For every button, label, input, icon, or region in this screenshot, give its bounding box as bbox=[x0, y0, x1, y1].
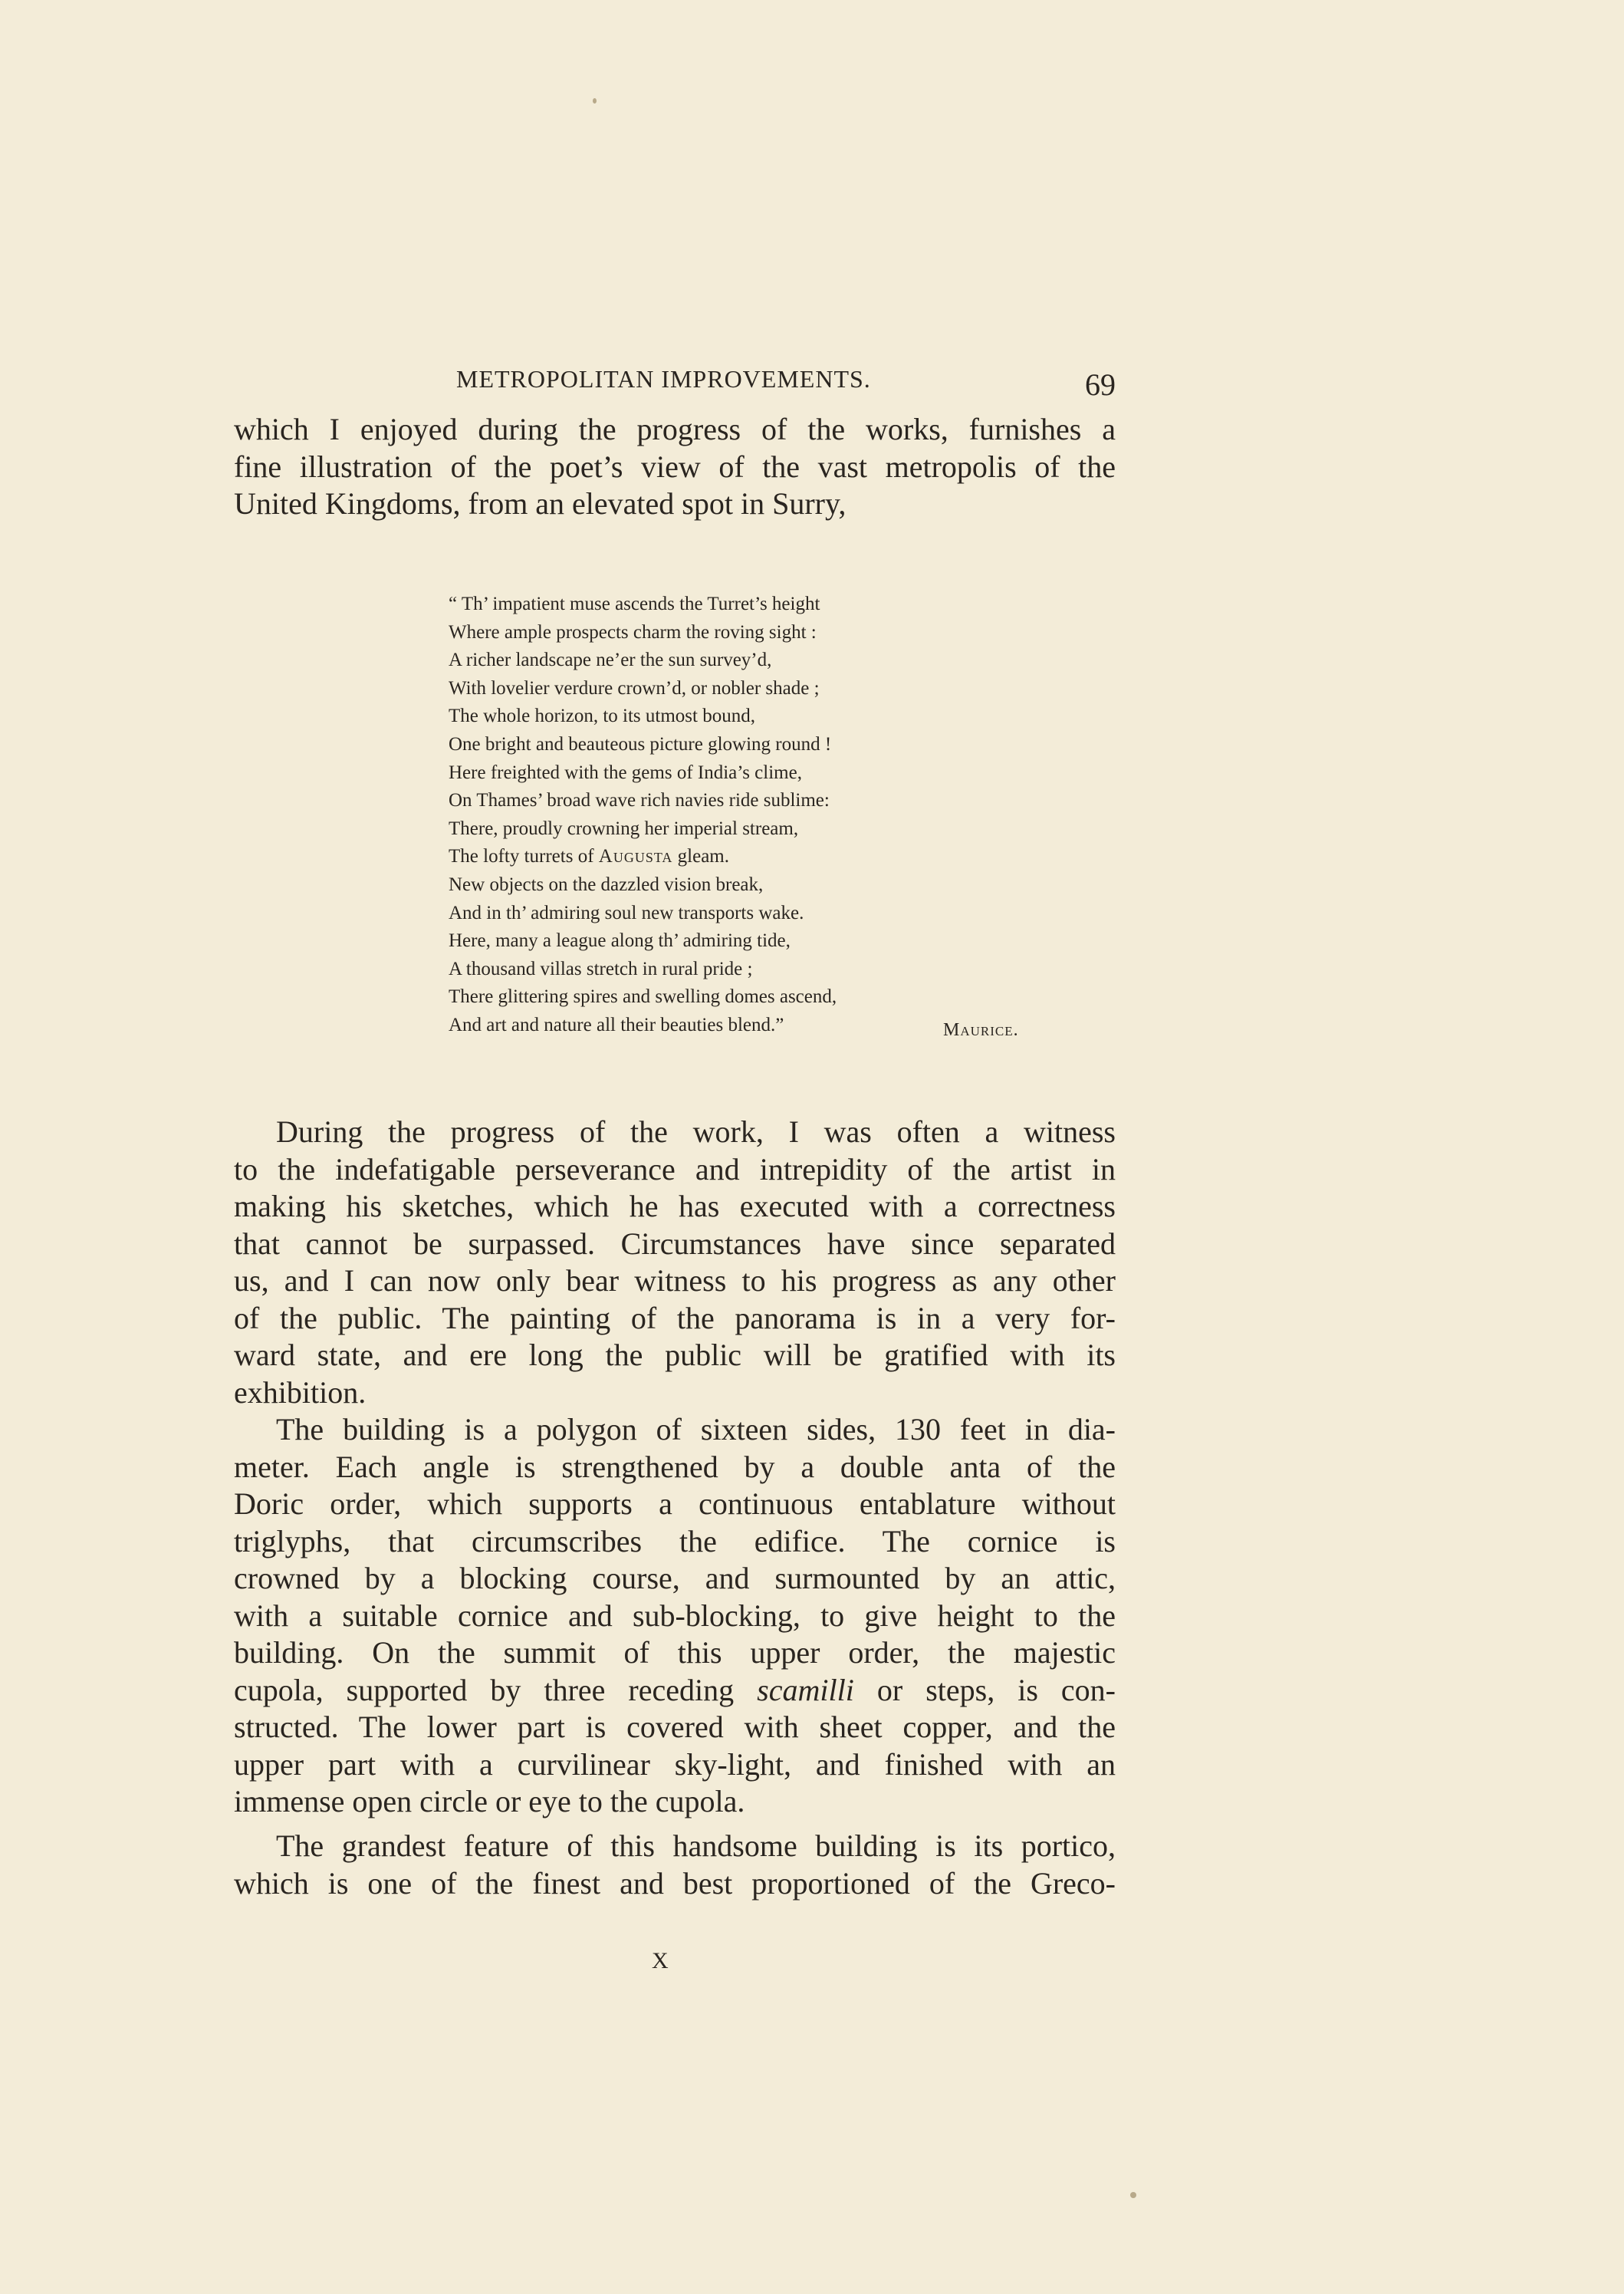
paragraph-line-end: or steps, is con- bbox=[853, 1672, 1116, 1707]
paragraph-line: crowned by a blocking course, and surmounted by an attic, bbox=[234, 1561, 1116, 1595]
intro-line: fine illustration of the poet’s view of the vast metropolis of the bbox=[234, 449, 1116, 484]
poem-verse: One bright and beauteous picture glowing round ! bbox=[449, 733, 832, 755]
paragraph-line-start: cupola, supported by three receding bbox=[234, 1672, 758, 1707]
poem-verse: On Thames’ broad wave rich navies ride sublime: bbox=[449, 790, 830, 811]
poem-verse: There glittering spires and swelling domes ascend, bbox=[449, 986, 837, 1008]
intro-line: United Kingdoms, from an elevated spot in Surry, bbox=[234, 486, 847, 521]
paragraph-line: The grandest feature of this handsome building is its portico, bbox=[276, 1828, 1116, 1863]
paragraph-line: meter. Each angle is strengthened by a double anta of the bbox=[234, 1449, 1116, 1484]
paragraph-progress bbox=[234, 1114, 1116, 1411]
poem-verse: And art and nature all their beauties blend.” bbox=[449, 1014, 784, 1035]
page-number: 69 bbox=[1085, 367, 1116, 402]
paragraph-line: ward state, and ere long the public will be gratified with its bbox=[234, 1338, 1116, 1372]
poem-verse: “ Th’ impatient muse ascends the Turret’s height bbox=[449, 594, 820, 614]
paragraph-line: exhibition. bbox=[234, 1374, 367, 1410]
poem-verse: There, proudly crowning her imperial stream, bbox=[449, 818, 799, 839]
poem-verse: Here freighted with the gems of India’s clime, bbox=[449, 762, 802, 783]
poem-attribution: Maurice. bbox=[943, 1020, 1019, 1040]
paper-speck bbox=[1130, 2192, 1136, 2198]
paragraph-line: structed. The lower part is covered with sheet copper, and the bbox=[234, 1710, 1116, 1744]
augusta-small-caps: Augusta bbox=[598, 846, 673, 867]
poem-verse: Where ample prospects charm the roving sight : bbox=[449, 621, 817, 643]
paper-speck bbox=[593, 98, 597, 104]
intro-line: which I enjoyed during the progress of the works, furnishes a bbox=[234, 412, 1116, 446]
poem-verse: A thousand villas stretch in rural pride ; bbox=[449, 958, 753, 979]
poem-verse: With lovelier verdure crown’d, or nobler shade ; bbox=[449, 677, 820, 699]
poem-verse: Here, many a league along th’ admiring tide, bbox=[449, 930, 791, 952]
poem-verse-augusta bbox=[449, 843, 939, 871]
intro-paragraph bbox=[234, 411, 1116, 523]
paragraph-line: immense open circle or eye to the cupola. bbox=[234, 1784, 745, 1818]
scamilli-italic: scamilli bbox=[757, 1672, 854, 1707]
poem-verse: And in th’ admiring soul new transports wake. bbox=[449, 902, 804, 923]
paragraph-line: making his sketches, which he has executed with a correctness bbox=[234, 1189, 1116, 1223]
poem-verse: New objects on the dazzled vision break, bbox=[449, 874, 764, 895]
paragraph-line: of the public. The painting of the panorama is in a very for- bbox=[234, 1300, 1116, 1335]
paragraph-line: triglyphs, that circumscribes the edifice. The cornice is bbox=[234, 1523, 1116, 1558]
paragraph-line: Doric order, which supports a continuous entablature without bbox=[234, 1486, 1116, 1521]
paragraph-line: which is one of the finest and best proportioned of the Greco- bbox=[234, 1865, 1116, 1901]
paragraph-line: that cannot be surpassed. Circumstances have since separated bbox=[234, 1226, 1116, 1261]
poem-verse: A richer landscape ne’er the sun survey’d, bbox=[449, 650, 772, 671]
poem-quotation bbox=[449, 591, 939, 1040]
running-head: METROPOLITAN IMPROVEMENTS. bbox=[456, 365, 871, 393]
paragraph-line-scamilli bbox=[234, 1672, 1116, 1710]
poem-verse-start: The lofty turrets of bbox=[449, 846, 599, 867]
paragraph-building bbox=[234, 1411, 1116, 1821]
signature-mark: X bbox=[652, 1948, 669, 1973]
paragraph-line: us, and I can now only bear witness to his progress as any other bbox=[234, 1263, 1116, 1298]
paragraph-line: During the progress of the work, I was often a witness bbox=[276, 1114, 1116, 1149]
poem-verse-end: gleam. bbox=[672, 846, 729, 867]
paragraph-line: to the indefatigable perseverance and intrepidity of the artist in bbox=[234, 1151, 1116, 1186]
page-header bbox=[234, 359, 1116, 405]
paragraph-line: with a suitable cornice and sub-blocking, to give height to the bbox=[234, 1598, 1116, 1633]
paragraph-line: The building is a polygon of sixteen sides, 130 feet in dia- bbox=[276, 1412, 1116, 1447]
paragraph-line: building. On the summit of this upper order, the majestic bbox=[234, 1635, 1116, 1670]
paragraph-line: upper part with a curvilinear sky-light, and finished with an bbox=[234, 1746, 1116, 1782]
poem-verse: The whole horizon, to its utmost bound, bbox=[449, 706, 755, 727]
paragraph-portico bbox=[234, 1828, 1116, 1902]
